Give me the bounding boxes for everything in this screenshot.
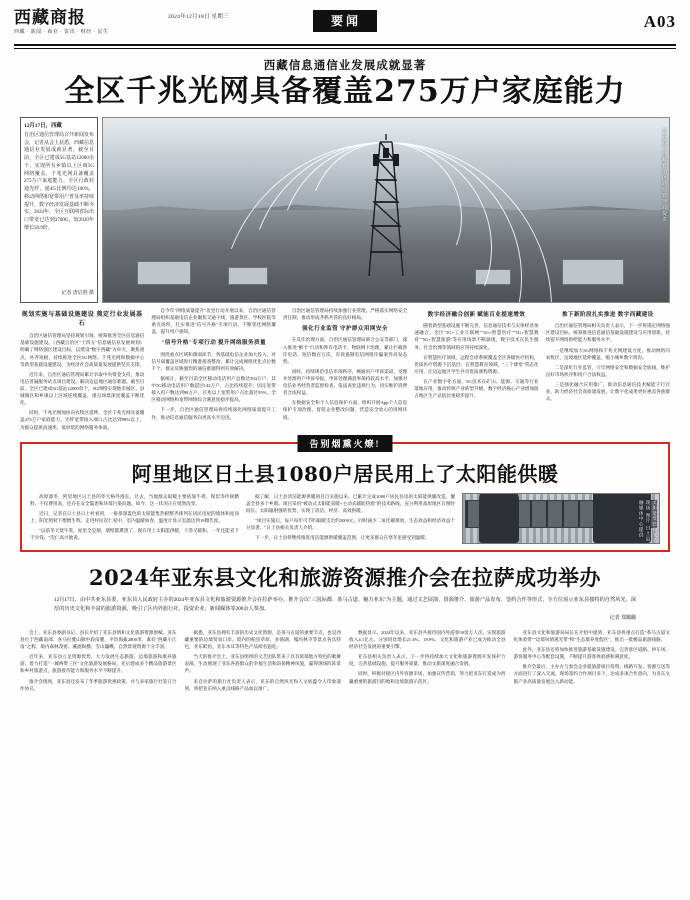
paragraph: 自治区通信管理局坚持规划引领，统筹推进全区信息通信基础设施建设。《西藏自治区"十四五"信息通信业发展规划》明确了网络强区建设目标，以建设"数字西藏"为牵引，聚焦重点、补齐短板，持续推进全区5G网络、千兆光网和数据中心等新型基础设施建设，为经济社会高质量发展提供坚实支撑。 xyxy=(20,333,145,367)
paragraph: 同时，持续规范电信市场秩序，畅通用户申诉渠道，受理并处理用户申诉举报，申诉处理满意率保持较高水平。加强对电信业务经营者监督检查，依法查处违规行为，切实维护消费者合法权益。 xyxy=(282,368,408,396)
boxed-story-body xyxy=(30,493,660,545)
column-subheading: 推下新阶段扎实推进 数字西藏建设 xyxy=(561,311,654,318)
masthead-rule xyxy=(14,48,676,49)
paragraph: 在反诈治理方面，自治区通信管理局联合公安等部门，深入推进"断卡"行动和涉诈电话卡、物联网卡治理，累计拦截涉诈电话、短信数百万次，有效遏制电信网络诈骗案件高发态势。 xyxy=(282,337,408,364)
paragraph: 数据显示，2024年以来，亚东县共接待国内外游客50余万人次，实现旅游收入4.1亿元，分别同比增长21.4%、18.9%，文化和旅游产业已成为推动全县经济社会发展的重要引擎。 xyxy=(349,629,506,650)
paragraph: 三是强化融合应用推广，推动信息通信技术赋能千行百业，助力经济社会高质量发展，让数字化成果更好惠及各族群众。 xyxy=(545,382,671,402)
photo-building xyxy=(137,261,191,285)
section-badge: 要闻 xyxy=(313,10,377,32)
paragraph: 在产业数字化方面，5G技术在矿山、能源、交通等行业落地应用，推动传统产业转型升级，数字经济核心产业增加值占地区生产总值比重稳步提升。 xyxy=(414,379,539,399)
paragraph: 高原凛冬，阿里地区日土县的冬天格外漫长。过去，当地群众取暖主要依靠牛粪、煤炭等传统燃料，不仅费用高，还存在安全隐患和环境污染问题。如今，这一状况正在悄然改变。 xyxy=(30,493,239,506)
column-subheading: 规划实施与基础设施建设 奠定行业发展基石 xyxy=(21,311,143,327)
paragraph: 近年来，自治区通信管理局累计争取中央资金支持，推动电信普遍服务试点项目建设，解决边远地区通信难题。截至目前，全区已建成5G基站12000余个，5G网络实现地市城区、县城城区和乡镇以上区域连续覆盖，重点场景深度覆盖不断优化。 xyxy=(20,371,145,406)
paragraph: 此外，亚东县还将加快推进旅游基础设施建设，完善景区道路、停车场、游客服务中心等配套设施，不断提升游客体验感和满意度。 xyxy=(513,647,670,660)
column-subheading: 强化行业监管 守护群众用网安全 xyxy=(302,325,388,332)
lead-column-2 xyxy=(151,307,275,434)
lead-kicker: 西藏信息通信业发展成就显著 xyxy=(263,58,427,72)
hero-photo xyxy=(102,117,670,303)
paragraph: 一是继续加大5G网络和千兆光网建设力度，推动网络向农牧区、边境地区延伸覆盖，缩小城乡数字鸿沟。 xyxy=(545,347,671,360)
lead-headline: 全区千兆光网具备覆盖275万户家庭能力 xyxy=(64,74,626,109)
paragraph: 推介会现场，亚东县还发布了冬季旅游优惠政策，并与多家旅行社签订合作协议。 xyxy=(20,678,177,691)
paragraph: 下一步，自治区通信管理局将持续深化网络质量提升工作，推动信息通信服务向更高水平迈进。 xyxy=(151,407,276,420)
bottom-column-4 xyxy=(514,629,671,695)
paragraph: 会上，亚东县委副书记、县长介绍了亚东县情和文化旅游资源禀赋。亚东县位于西藏南部、喜马拉雅山脉中段南麓，平均海拔2800米，素有"西藏小江南"之称，境内森林茂密、溪流纵横、雪山巍峨，自然景观资源十分丰富。 xyxy=(20,629,177,650)
lead-column-3 xyxy=(283,307,407,434)
paragraph: 近日，记者在日土县日土村看到，一排排深蓝色的太阳能集热板整齐排列在居民房屋的墙体和屋顶上，阳光照射下熠熠生辉。走进村民次仁家中，室内温暖如春，温度计显示室温达到18摄氏度。 xyxy=(30,510,239,523)
photo-building xyxy=(562,259,624,285)
bottom-column-1 xyxy=(20,629,177,695)
paragraph: 同时，积极对接区内外客源市场，加强宣传营销，努力把亚东打造成为西藏重要的旅游目的地和边境旅游示范区。 xyxy=(349,671,506,684)
boxed-column-1 xyxy=(30,493,239,545)
paragraph: 随着新型基础设施不断完善，信息通信技术与实体经济加速融合。全区"5G+工业互联网""5G+智慧医疗""5G+智慧教育""5G+智慧旅游"等应用场景不断涌现，数字技术在民生服务、社会治理等领域的应用持续深化。 xyxy=(414,323,539,350)
hero-caption-credit: 记者 唐启胜 摄 xyxy=(61,290,94,296)
page-number: A03 xyxy=(643,12,676,31)
paragraph: 当天的推介会上，亚东县组织的文艺团队带来了具有浓郁地方特色的歌舞表演，生动展现了亚东各族群众的幸福生活和昂扬精神风貌，赢得现场阵阵掌声。 xyxy=(184,654,341,674)
column-subheading: 数字经济融合创新 赋能百业提速增效 xyxy=(427,311,526,318)
paragraph: 亚东县相关负责人表示，下一步将持续加大文化和旅游资源开发保护力度，完善基础设施，提升服务质量，推动文旅深度融合发展。 xyxy=(349,654,506,667)
lead-column-1 xyxy=(20,307,144,434)
lead-story-columns xyxy=(20,307,670,434)
bottom-column-3 xyxy=(349,629,506,695)
paragraph: 自治区通信管理局持续加强行业管理，严格落实网络安全责任制，推动形成齐抓共管的良好格局。 xyxy=(282,307,408,320)
hero-photo-side-caption: 5G基站·西藏自治区通信管理局提供 xyxy=(661,127,666,223)
paragraph: 亚东县文化和旅游局局长在介绍中提到，亚东县将重点打造"茶马古道文化体验带""边境风情观光带"和"生态康养度假区"，推出一批精品旅游线路。 xyxy=(513,629,670,642)
lede-credit: 记者 郑璐璐 xyxy=(609,615,636,621)
paragraph: 自治区通信管理局相关负责人表示，下一步将锚定网络强区建设目标，统筹推进信息通信基础设施建设与应用创新，持续提升网络供给能力和服务水平。 xyxy=(545,323,671,343)
paragraph: 同时，千兆光网加快向农牧区延伸，全区千兆光网具备覆盖275万户家庭能力，光纤宽带接入端口占比达到98%以上，为群众提供高速率、低时延的网络服务体验。 xyxy=(20,410,145,430)
telecom-tower-icon xyxy=(363,134,409,276)
paragraph: 来自拉萨的旅行社负责人表示，亚东的自然风光和人文底蕴令人印象深刻，将把亚东纳入重点线路产品加以推广。 xyxy=(184,678,341,691)
paragraph: 自今年"网络质量提升"攻坚行动开展以来，自治区通信管理局组织基础电信企业聚焦交通干线、旅游景区、学校医院等重点场所，扎实推进"信号升格"专项行动，不断优化网络覆盖、提升用户感知。 xyxy=(151,307,276,334)
paragraph: 二是深化行业监管，守牢网络安全和数据安全底线，维护良好市场秩序和用户合法权益。 xyxy=(545,364,671,377)
photo-person xyxy=(479,493,519,544)
paragraph: "项目实施后，每户每年可节约取暖支出约2000元，同时减少二氧化碳排放，生态效益和经济效益十分显著。"日土县相关负责人介绍。 xyxy=(246,517,455,531)
bottom-story-lede xyxy=(54,596,636,623)
solar-heating-photo xyxy=(462,493,660,545)
paragraph: 近年来，亚东县立足资源优势，大力发展生态旅游、边境旅游和康养旅游，着力打造"一城两带三区"文化旅游发展格局，先后建成多个精品旅游景区和乡村旅游点，旅游接待能力和服务水平不断提升。 xyxy=(20,654,177,674)
paragraph: 下一步，日土县将继续推进清洁能源供暖覆盖范围，让更多群众在寒冬里感受到温暖。 xyxy=(255,535,430,541)
paragraph: 据了解，日土县清洁能源供暖项目自实施以来，已累计完成1080户居民住房的太阳能供暖改造，覆盖全县多个乡镇。项目采用"被动式太阳能采暖+主动式辅助热源"的技术路线，充分利用高原地区日照时间长、太阳辐射强的优势，实现了清洁、经济、高效供暖。 xyxy=(246,493,455,513)
paragraph: 围绕重点区域和薄弱环节，各基础电信企业加大投入，对信号弱覆盖区域进行精准排查整改，累计完成网络优化点位数千个，群众反映强烈的通信难题得到有效解决。 xyxy=(151,351,276,371)
bottom-story-columns xyxy=(20,629,670,695)
hero-caption-body: 自治区通信管理局召开新闻发布会，记者从会上获悉，西藏信息通信业发展成就显著，截至目前，全区已建成5G基站12000余个，实现所有乡镇以上区域5G网络覆盖，千兆光网具备覆盖275万户家庭能力。全区行政村通光纤、通4G比例均达100%，移动网络和宽带用户普及率持续提升，数字经济发展基础不断夯实。2024年，全区互联网省际出口带宽已达到3700G，较2020年增长50.9倍。 xyxy=(24,132,95,231)
masthead-logo xyxy=(14,10,164,36)
newspaper-subtitle: 西藏 · 新闻 · 商业 · 资讯 · 财经 · 民生 xyxy=(14,29,109,35)
paragraph: 在数据安全和个人信息保护方面，组织开展App个人信息保护专项治理，督促企业整改问题，营造安全放心的用网环境。 xyxy=(282,400,408,420)
paragraph: 推介会最后，主办方与参会企业就旅游项目投资、线路开发、客源互送等方面进行了深入交流，现场签约合作项目多个，达成多项合作意向，为亚东文旅产业高质量发展注入新动能。 xyxy=(513,664,670,684)
paragraph: 据悉，亚东县拥有丰富的历史文化资源，是茶马古道的重要节点，也是西藏重要的边境贸易口岸。境内的帕里草原、多情湖、嘎玛林寺等景点各具特色，亚东鲑鱼、亚东木耳等特色产品闻名遐迩。 xyxy=(184,629,341,650)
bottom-column-2 xyxy=(185,629,342,695)
boxed-photo-caption: 太阳能集热板安装现场 图片 日土县融媒体中心提供 xyxy=(639,499,658,543)
hero-photo-row xyxy=(20,117,670,303)
boxed-story-headline: 阿里地区日土县1080户居民用上了太阳能供暖 xyxy=(131,461,559,486)
bottom-story-headline: 2024年亚东县文化和旅游资源推介会在拉萨成功举办 xyxy=(89,565,601,591)
paragraph: "以前冬天烧牛粪，屋里全是烟，墙壁都熏黑了。现在用上太阳能供暖，干净又暖和，一年还能省下不少钱。"次仁高兴地说。 xyxy=(30,528,239,541)
lead-column-4 xyxy=(414,307,538,434)
boxed-story xyxy=(20,438,670,553)
hero-caption-head: 12月17日，西藏 xyxy=(24,122,62,129)
publication-date: 2024年12月18日 星期三 xyxy=(168,14,229,20)
boxed-column-2 xyxy=(246,493,455,545)
hero-photo-caption xyxy=(20,117,98,303)
masthead xyxy=(14,10,676,46)
newspaper-title: 西藏商报 xyxy=(14,8,86,28)
lede-text: 12月17日，由中共亚东县委、亚东县人民政府主办的2024年亚东县文化和旅游资源推介会在拉萨举办。推介会以"三国际都、茶马古道、魅力亚东"为主题，通过文艺展演、资源推介、旅游产品发布、签约合作等形式，全方位展示亚东县独特的自然风光、深厚的历史文化和丰富的旅游资源，吸引了区内外旅行社、投资企业、新闻媒体等200余人参加。 xyxy=(54,597,636,612)
lead-column-5 xyxy=(546,307,670,434)
column-subheading: "信号升格"专项行动 提升网络服务质量 xyxy=(161,340,266,347)
boxed-story-badge: 告别烟熏火燎! xyxy=(298,435,393,452)
paragraph: 据统计，截至目前全区移动电话用户总数达394万户，其中5G移动电话用户数超过142万户，占比持续提升；固定宽带接入用户数达到98万户，百兆以上宽带用户占比超过95%，全区移动网络和宽带网络综合满意度稳步提高。 xyxy=(151,376,276,403)
paragraph: 在智慧医疗领域，远程会诊系统覆盖全区各级医疗机构，优质医疗资源下沉基层；在智慧教育领域，"三个课堂"常态化应用，让边远地区学生共享优质课程资源。 xyxy=(414,354,539,374)
